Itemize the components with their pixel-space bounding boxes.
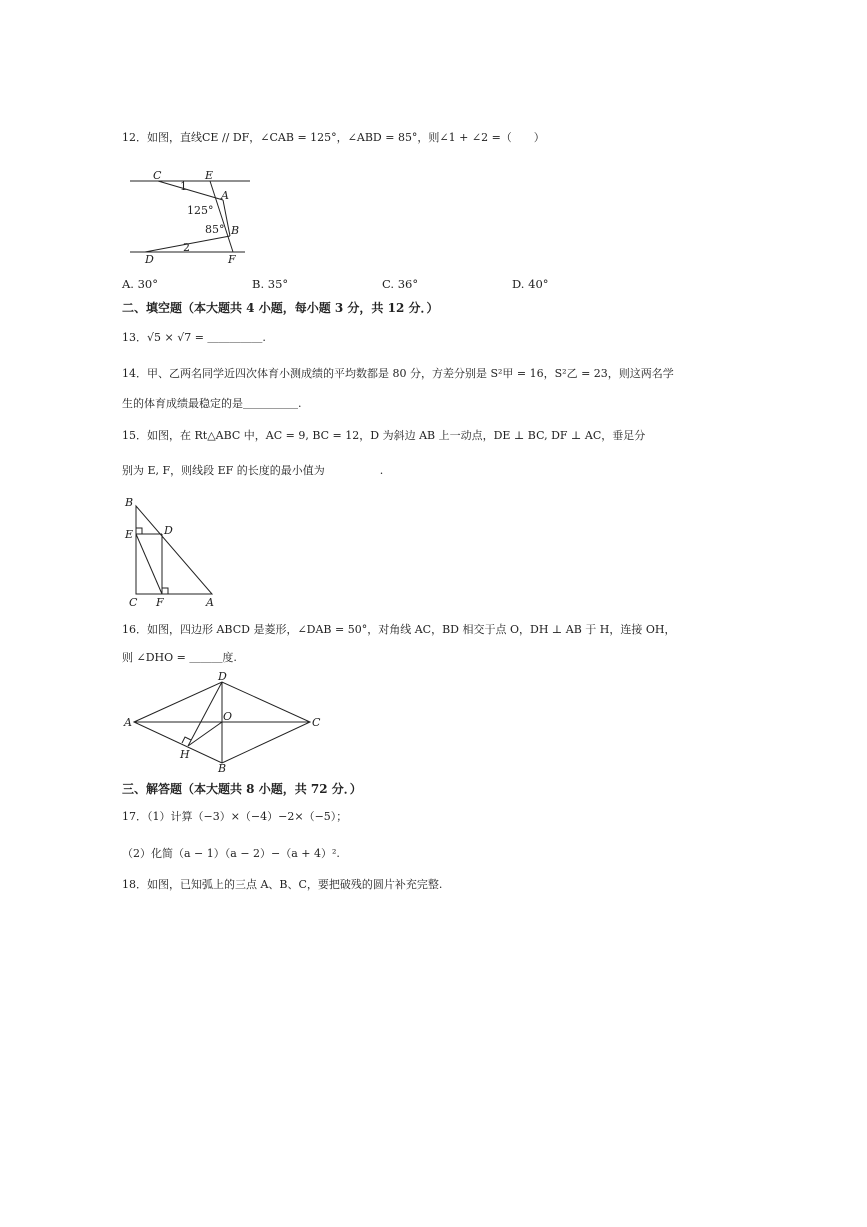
q12-label-D: D xyxy=(145,253,154,266)
question-14-line-2: 生的体育成绩最稳定的是＿＿＿＿＿. xyxy=(122,397,302,410)
section-3-heading: 三、解答题（本大题共 8 小题，共 72 分．） xyxy=(122,782,362,796)
q16-figure xyxy=(122,670,327,775)
q12-angle-125: 125° xyxy=(187,204,214,217)
q12-figure xyxy=(125,166,265,266)
question-18-text: 18．如图，已知弧上的三点 A、B、C，要把破残的圆片补充完整. xyxy=(122,878,443,891)
q12-label-A: A xyxy=(221,189,229,202)
q12-angle-2: 2 xyxy=(183,241,190,254)
q15-figure xyxy=(122,494,232,609)
q15-label-E: E xyxy=(125,528,134,541)
section-2-heading: 二、填空题（本大题共 4 小题，每小题 3 分，共 12 分．） xyxy=(122,301,439,315)
q12-label-E: E xyxy=(205,169,214,182)
q15-label-B: B xyxy=(125,496,134,509)
question-16-line-1: 16．如图，四边形 ABCD 是菱形，∠DAB = 50°，对角线 AC，BD 相交于点 O，DH ⊥ AB 于 H，连接 OH， xyxy=(122,623,676,636)
q12-options xyxy=(122,276,642,292)
question-17-part-1: 17．（1）计算（−3）×（−4）−2×（−5）； xyxy=(122,810,348,823)
q12-label-F: F xyxy=(228,253,236,266)
q12-label-C: C xyxy=(153,169,162,182)
q15-label-A: A xyxy=(206,596,214,609)
question-15-line-2: 别为 E, F，则线段 EF 的长度的最小值为 . xyxy=(122,464,384,477)
q16-label-A: A xyxy=(124,716,132,729)
q12-option-d: D. 40° xyxy=(512,277,549,291)
q12-angle-1: 1 xyxy=(180,180,187,193)
question-15-line-1: 15．如图，在 Rt△ABC 中，AC = 9, BC = 12，D 为斜边 AB 上一动点，DE ⊥ BC, DF ⊥ AC，垂足分 xyxy=(122,429,646,442)
q15-label-F: F xyxy=(156,596,164,609)
q16-label-B: B xyxy=(218,762,227,775)
q12-option-c: C. 36° xyxy=(382,277,419,291)
question-13-text: 13．√5 × √7 = ＿＿＿＿＿. xyxy=(122,331,266,344)
q16-label-O: O xyxy=(223,710,233,723)
q15-label-D: D xyxy=(164,524,173,537)
q16-label-C: C xyxy=(312,716,321,729)
question-17-part-2: （2）化简（a − 1）（a − 2）−（a + 4）². xyxy=(122,847,340,860)
question-14-line-1: 14．甲、乙两名同学近四次体育小测成绩的平均数都是 80 分，方差分别是 S²甲 = 16，S²乙 = 23，则这两名学 xyxy=(122,367,674,380)
q12-option-a: A. 30° xyxy=(122,277,158,291)
q15-label-C: C xyxy=(129,596,138,609)
q16-label-H: H xyxy=(180,748,190,761)
question-12-text: 12．如图，直线CE // DF，∠CAB = 125°，∠ABD = 85°，则∠1 + ∠2 =（ ） xyxy=(122,131,545,144)
q12-angle-85: 85° xyxy=(205,223,225,236)
question-16-line-2: 则 ∠DHO = ＿＿＿度. xyxy=(122,651,237,664)
q12-label-B: B xyxy=(231,224,240,237)
q16-label-D: D xyxy=(218,670,227,683)
q12-option-b: B. 35° xyxy=(252,277,289,291)
